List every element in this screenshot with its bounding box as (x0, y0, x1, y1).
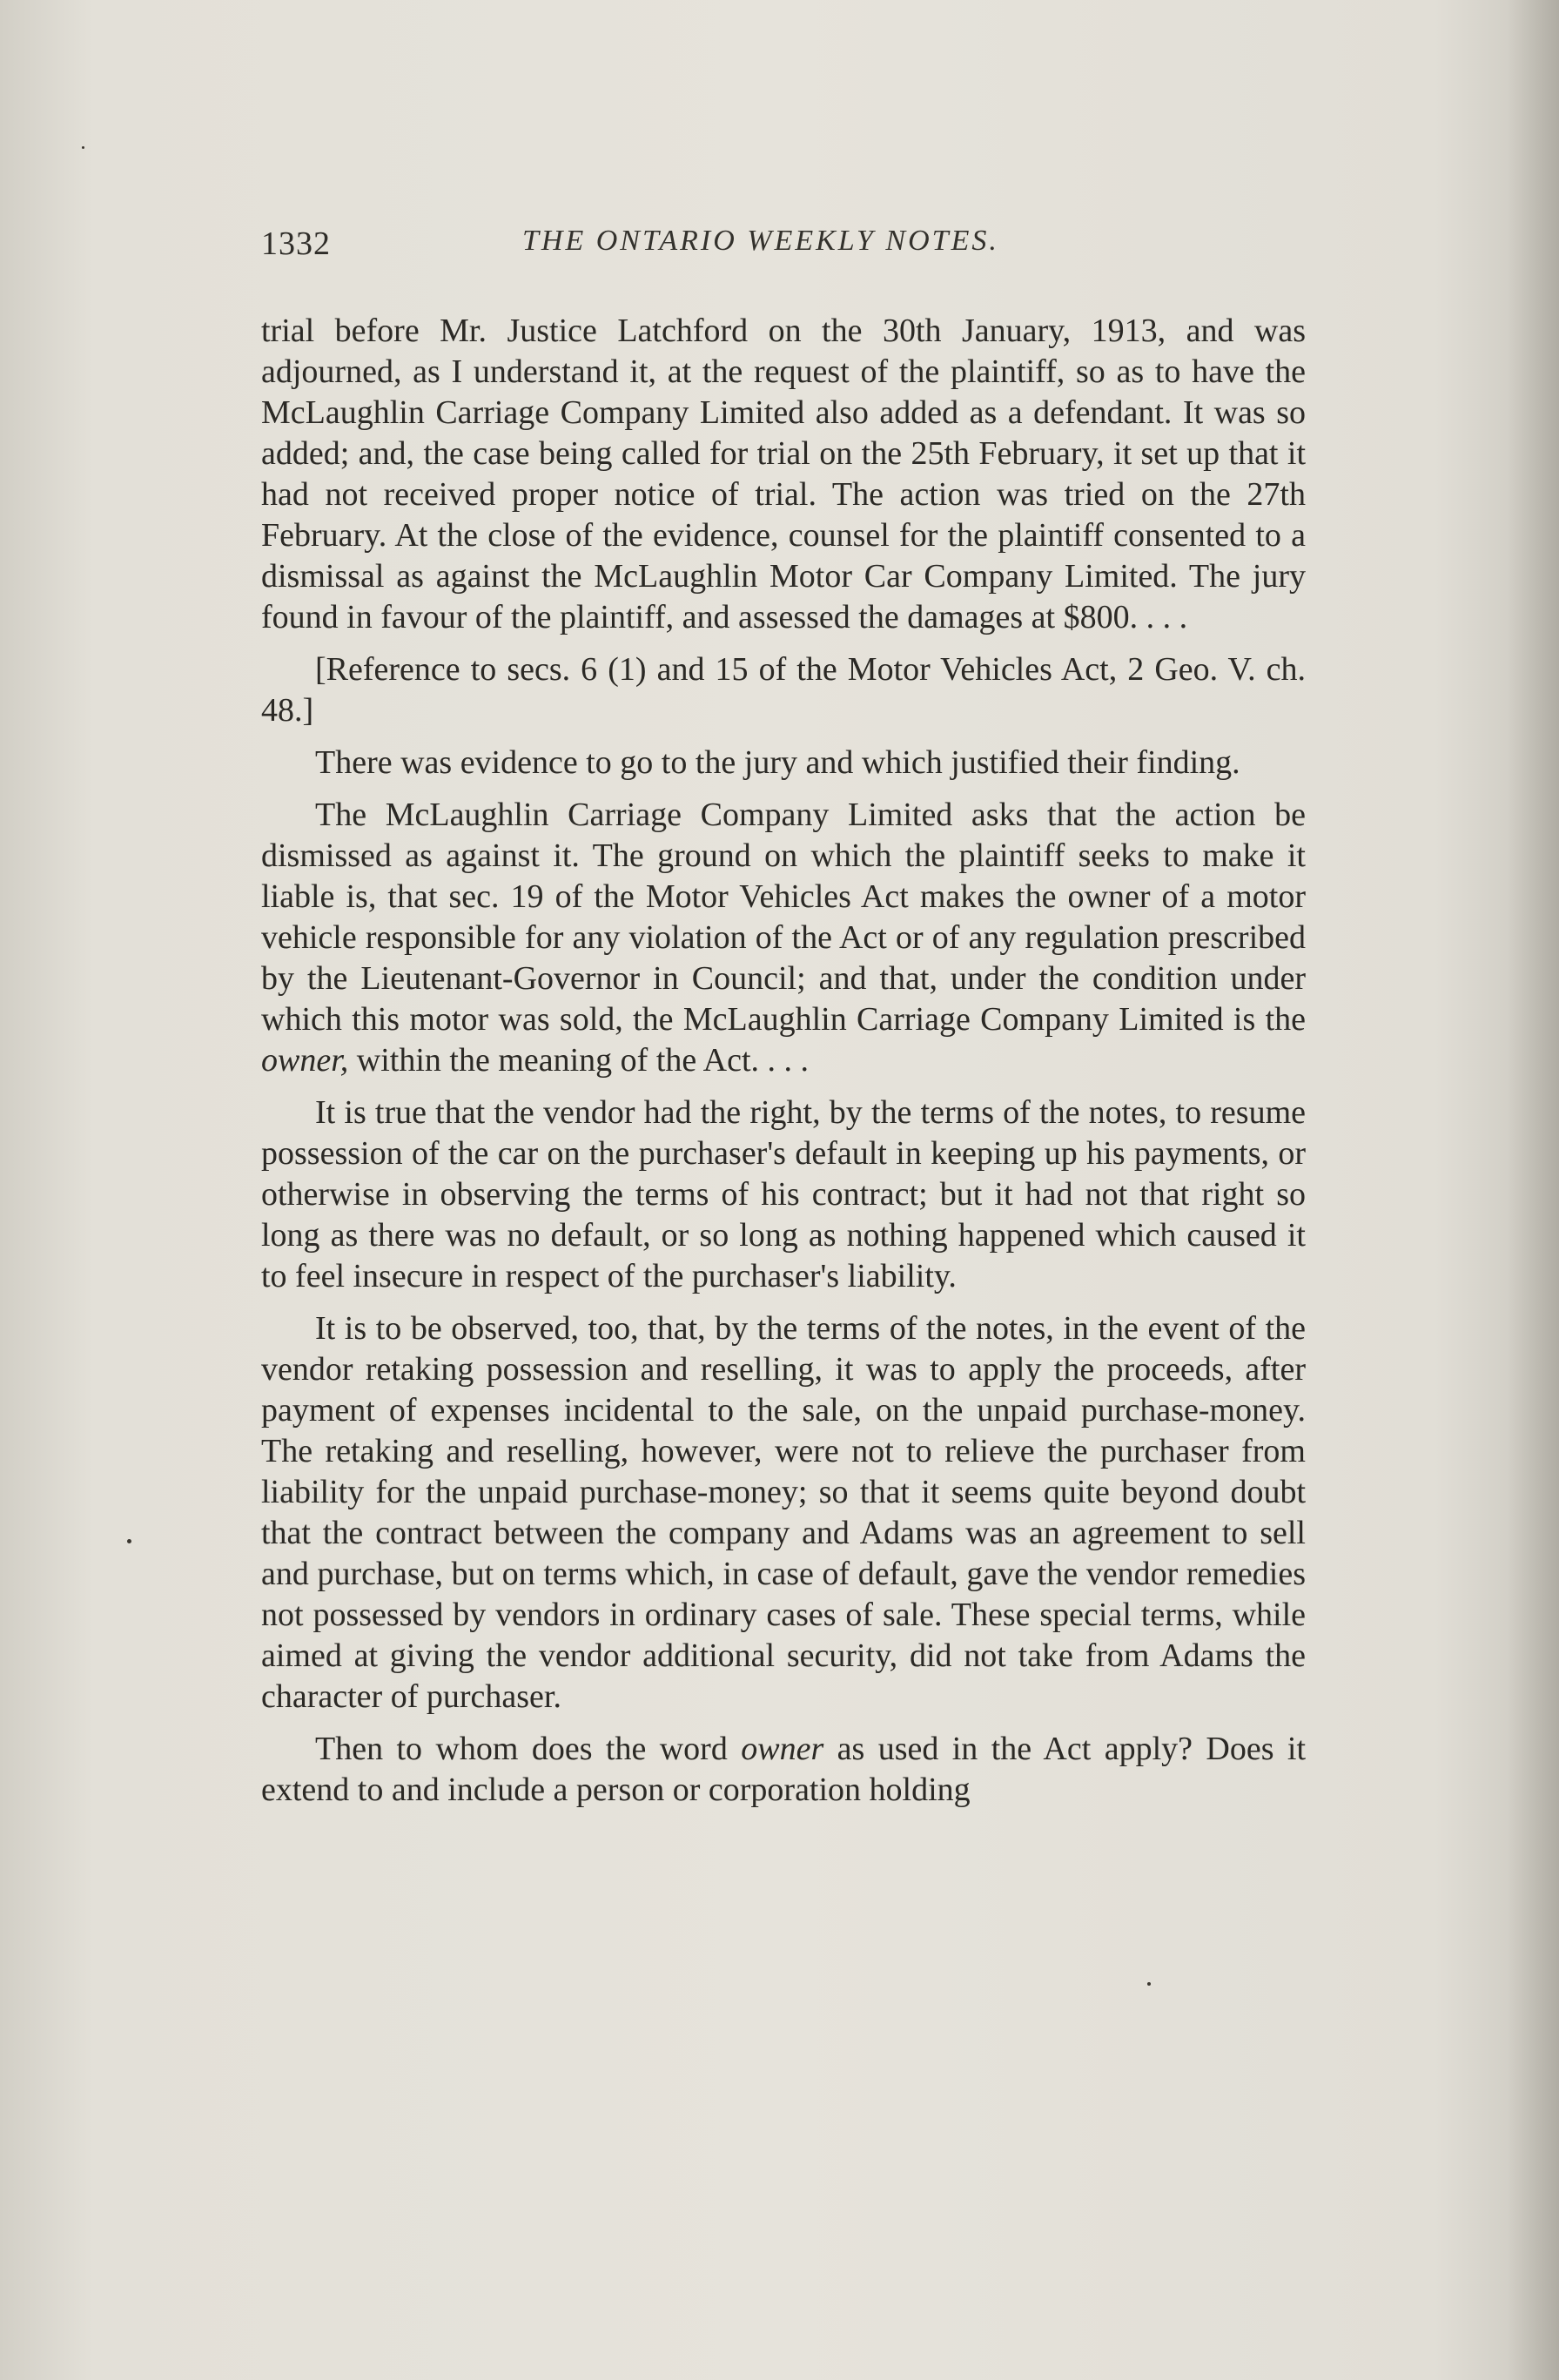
body-text (261, 311, 1306, 1822)
italic-term: owner (741, 1731, 824, 1767)
page-header (261, 225, 1306, 268)
paragraph (261, 743, 1306, 783)
italic-term: owner, (261, 1042, 349, 1079)
paragraph (261, 649, 1306, 731)
paper-speck (127, 1539, 131, 1543)
paragraph-text: Then to whom does the word (315, 1731, 742, 1767)
paragraph-text: It is true that the vendor had the right, by the terms of the notes, to resume possession of the car on the purchaser's default in keeping up his payments, or otherwise in observing the terms of his contract; but it had not that right so long as there was no default, or so long as nothing happened which caused it to feel insecure in respect of the purchaser's liability. (261, 1094, 1306, 1294)
page-edge-shadow (1507, 0, 1559, 2380)
paragraph-text: as used in the Act apply? Does it extend to and include a person or corporation holding (261, 1731, 1307, 1808)
paragraph-text: There was evidence to go to the jury and which justified their finding. (315, 744, 1240, 781)
paragraph-text: within the meaning of the Act. . . . (348, 1042, 810, 1079)
paper-speck (1147, 1982, 1151, 1986)
paragraph-text: It is to be observed, too, that, by the terms of the notes, in the event of the vendor retaking possession and reselling, it was to apply the proceeds, after payment of expenses incidental to the sale, on the unpaid purchase-money. The retaking and reselling, however, were not to relieve the purchaser from liability for the unpaid purchase-money; so that it seems quite beyond doubt that the contract between the company and Adams was an agreement to sell and purchase, but on terms which, in case of default, gave the vendor remedies not possessed by vendors in ordinary cases of sale. These special terms, while aimed at giving the vendor additional security, did not take from Adams the character of purchaser. (261, 1310, 1306, 1715)
paragraph-text: The McLaughlin Carriage Company Limited asks that the action be dismissed as against it. The ground on which the plaintiff seeks to make it liable is, that sec. 19 of the Motor Vehicles Act makes the owner of a motor vehicle responsible for any violation of the Act or of any regulation prescribed by the Lieutenant-Governor in Council; and that, under the condition under which this motor was sold, the McLaughlin Carriage Company Limited is the (261, 797, 1306, 1038)
page-number: 1332 (261, 225, 331, 262)
paper-speck (82, 146, 84, 149)
paragraph (261, 1729, 1306, 1811)
paragraph (261, 1093, 1306, 1297)
running-head: THE ONTARIO WEEKLY NOTES. (522, 225, 999, 257)
paragraph (261, 795, 1306, 1081)
paragraph (261, 311, 1306, 638)
paragraph-text: trial before Mr. Justice Latchford on the 30th January, 1913, and was adjourned, as I understand it, at the request of the plaintiff, so as to have the McLaughlin Carriage Company Limited also added as a defendant. It was so added; and, the case being called for trial on the 25th February, it set up that it had not received proper notice of trial. The action was tried on the 27th February. At the close of the evidence, counsel for the plaintiff consented to a dismissal as against the McLaughlin Motor Car Company Limited. The jury found in favour of the plaintiff, and assessed the damages at $800. . . . (261, 313, 1306, 635)
paragraph-text: [Reference to secs. 6 (1) and 15 of the Motor Vehicles Act, 2 Geo. V. ch. 48.] (261, 651, 1306, 729)
paragraph (261, 1308, 1306, 1718)
